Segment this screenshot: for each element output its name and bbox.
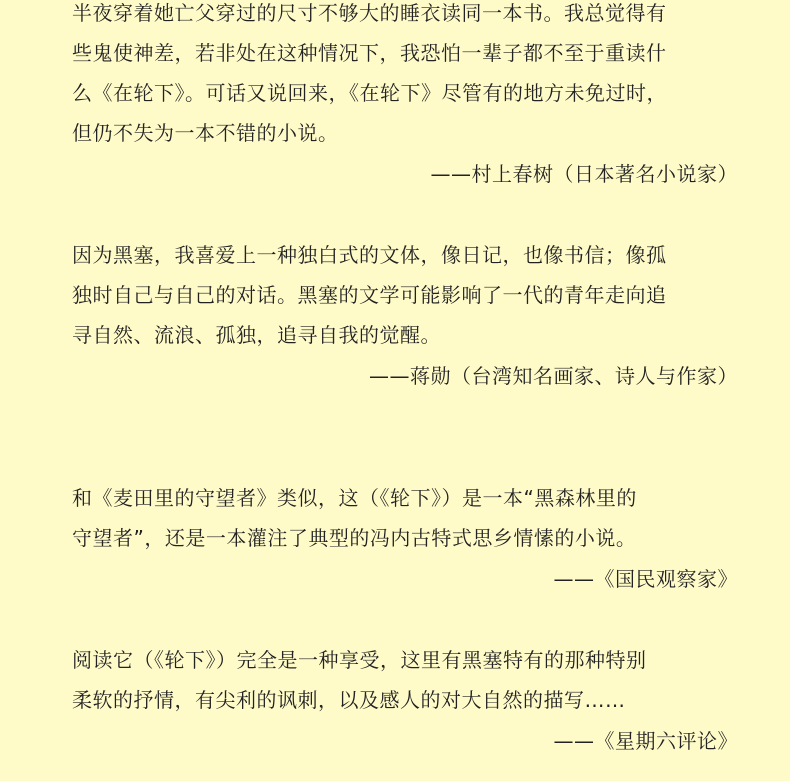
quote-3-line-1: 和《麦田里的守望者》类似，这（《轮下》）是一本“黑森林里的 (72, 486, 637, 510)
quote-3-text (72, 478, 740, 558)
quote-1-text (72, 0, 740, 153)
quote-4-text (72, 640, 740, 720)
quote-2-line-3: 寻自然、流浪、孤独，追寻自我的觉醒。 (72, 323, 441, 347)
quote-1-line-2: 些鬼使神差，若非处在这种情况下，我恐怕一辈子都不至于重读什 (72, 41, 667, 65)
quote-1-line-3: 么《在轮下》。可话又说回来，《在轮下》尽管有的地方未免过时， (72, 81, 667, 105)
quote-2-text (72, 235, 740, 355)
quote-1-attribution: ——村上春树（日本著名小说家） (430, 162, 738, 186)
quote-3-attribution: ——《国民观察家》 (553, 567, 738, 591)
quote-4-line-1: 阅读它（《轮下》）完全是一种享受，这里有黑塞特有的那种特别 (72, 648, 647, 672)
quote-1-line-4: 但仍不失为一本不错的小说。 (72, 121, 339, 145)
quote-4-attribution: ——《星期六评论》 (553, 729, 738, 753)
quote-3-line-2: 守望者”，还是一本灌注了典型的冯内古特式思乡情愫的小说。 (72, 526, 637, 550)
quote-2-attribution: ——蒋勋（台湾知名画家、诗人与作家） (369, 364, 738, 388)
quote-2-line-2: 独时自己与自己的对话。黑塞的文学可能影响了一代的青年走向追 (72, 283, 667, 307)
quote-2-line-1: 因为黑塞，我喜爱上一种独白式的文体，像日记，也像书信；像孤 (72, 243, 667, 267)
quote-4-line-2: 柔软的抒情，有尖利的讽刺，以及感人的对大自然的描写…… (72, 688, 626, 712)
quote-1-line-1: 半夜穿着她亡父穿过的尺寸不够大的睡衣读同一本书。我总觉得有 (72, 1, 667, 25)
